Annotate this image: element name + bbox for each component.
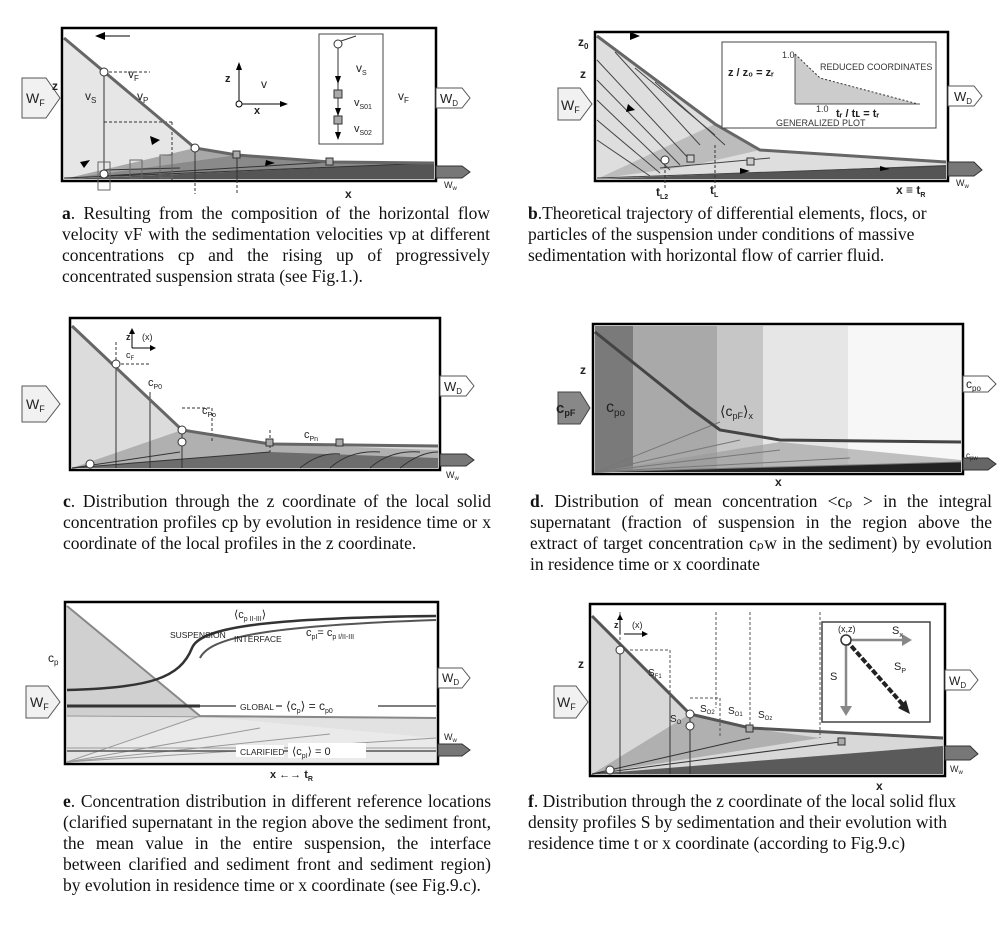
inset-reduced-b: REDUCED COORDINATES [820,62,933,72]
underflow-label-a: $W_w$ [444,180,457,192]
figure-panel-a [0,0,500,200]
velocity-inset-a [319,34,383,144]
axis-z-label-a: z [225,73,231,85]
tl2-label-b: $t_{L2}$ [656,185,669,201]
inlet-label-b: $W_F$ [561,97,580,115]
x-tr-label-e: x ←→ $t_R$ [270,769,313,783]
z-label-a: z [52,79,58,93]
underflow-ww-e [438,744,470,756]
figure-panel-f [520,598,1000,793]
cpn-label-c: $c_{Pn}$ [304,429,319,443]
inlet-label-c: $W_F$ [26,396,45,414]
so-label-f: $S_O$ [670,714,682,726]
x-label-f: x [876,779,883,793]
outlet-label-c: $W_D$ [444,379,463,396]
vf2-label-a: $v_F$ [398,89,409,105]
underflow-ww-a [436,166,470,178]
vs1-label-a: $v_S$ [356,61,367,77]
cpw-label-d: $c_{pw}$ [966,451,978,462]
z-label-f: z [578,657,584,671]
clarified-label-e: CLARIFIED [240,747,285,757]
diagram-b [520,0,1000,200]
clarified-eq-e: $⟨c_{pI}⟩ = 0$ [292,746,331,760]
inlet-label-f: $W_F$ [557,694,576,712]
figure-panel-b [520,0,1000,200]
vp-label-a: $v_P$ [137,89,149,105]
underflow-label-b: $W_w$ [956,178,969,190]
caption-e: e. Concentration distribution in different reference locations (clarified supernatant in the region above the sediment front, the mean value in the entire suspension, the interface between clarified and sediment front and sediment region) by evolution in residence time or x coordinate (see Fig.9.c). [63,791,491,895]
soz-label-f: $S_{Oz}$ [758,710,773,722]
cpi-label-e: $c_{pI}= c_{p I/II-III}$ [306,627,355,641]
vs01-label-a: $v_{S01}$ [354,97,372,111]
underflow-ww-b [948,162,982,176]
s-label-f: S [830,671,838,683]
axis-x-label-c: (x) [142,332,153,342]
inlet-label-e: $W_F$ [30,694,49,712]
sp-label-f: $S_P$ [894,661,907,675]
diagram-c [0,312,500,484]
outlet-label-f: $W_D$ [949,674,967,690]
diagram-d [520,312,1000,489]
underflow-label-e: $W_w$ [444,732,457,744]
diagram-f [520,598,1000,793]
outlet-label-e: $W_D$ [442,671,460,687]
axis-x-label-f: (x) [632,620,643,630]
z0-label-b: $z_0$ [578,35,589,51]
inset-one-y-b: 1.0 [782,50,795,60]
underflow-ww-c [440,454,474,466]
sf1-label-f: $S_{F1}$ [648,668,662,680]
underflow-label-f: $W_w$ [950,764,963,776]
global-label-e: GLOBAL [240,702,275,712]
xz-label-f: (x,z) [838,624,856,634]
suspension-label-e: SUSPENSION [170,630,226,640]
z-label-b: z [580,67,586,81]
xr-label-b: $x \equiv t_R$ [896,183,926,199]
outlet-label-a: $W_D$ [440,91,459,108]
so2-label-f: $S_{O2}$ [700,704,715,716]
top-label-e: $⟨c_{p II-III}⟩$ [234,609,266,623]
cp-label-e: $c_p$ [48,651,59,667]
v-label-a: v [261,77,267,91]
vf-label-a: $v_F$ [128,67,139,83]
axis-z-label-c: z [126,332,131,342]
diagram-a [0,0,500,200]
caption-d: d. Distribution of mean concentration <cₚ > in the integral supernatant (fraction of suspension in the region above the extract of target concentration cₚw in the sediment) by evolution in residence time or x coordinate [530,491,992,574]
so1-label-f: $S_{O1}$ [728,706,743,718]
cpo-label-d: $c_{po}$ [606,399,626,419]
underflow-label-c: $W_w$ [446,470,459,482]
axis-x-label-a: x [254,105,261,117]
inlet-label-d: $c_{pF}$ [556,400,576,418]
vs02-label-a: $v_{S02}$ [354,123,372,137]
outlet-label-d: $c_{po}$ [966,377,981,393]
caption-b: b.Theoretical trajectory of differential elements, flocs, or particles of the suspension under conditions of massive sedimentation with horizontal flow of carrier fluid. [528,203,927,265]
figure-panel-e [0,598,500,788]
mean-label-d: $⟨c_{pF}⟩_x$ [720,403,753,421]
inset-general-b: GENERALIZED PLOT [776,118,866,128]
figure-panel-c [0,312,500,484]
global-eq-e: $⟨c_p⟩ = c_{p0}$ [286,699,333,715]
interface-label-e: INTERFACE [234,634,282,644]
figure-panel-d [520,312,1000,489]
cf-label-c: $c_F$ [126,350,135,362]
x-label-a: x [345,187,352,201]
underflow-ww-f [945,746,978,760]
inset-eq2-b: tᵣ / tʟ = tᵣ [836,108,880,120]
sx-label-f: $S_x$ [892,625,903,639]
vs0-label-a: $v_S$ [85,89,97,105]
inset-one-x-b: 1.0 [816,104,829,114]
cpo-label-c: $c_{Po}$ [202,405,217,419]
caption-a: a. Resulting from the composition of the horizontal flow velocity vF with the sedimentation velocities vp at different concentrations cp and the rising up of progressively concentrated suspension strata (see Fig.1.). [62,203,490,286]
caption-c: c. Distribution through the z coordinate of the local solid concentration profiles cp by evolution in residence time or x coordinate of the local profiles in the z coordinate. [63,491,491,553]
axis-z-label-f: z [614,620,619,630]
tl-label-b: $t_L$ [710,183,719,199]
inset-eq1-b: z / z₀ = zᵣ [728,67,774,79]
x-label-d: x [775,475,782,489]
diagram-e [0,598,500,788]
cp0-label-c: $c_{P0}$ [148,377,163,391]
outlet-label-b: $W_D$ [954,89,973,106]
z-label-d: z [580,363,586,377]
caption-f: f. Distribution through the z coordinate of the local solid flux density profiles S by sedimentation and their evolution with residence time t or x coordinate (according to Fig.9.c) [528,791,957,853]
inlet-label-a: $W_F$ [26,90,45,108]
